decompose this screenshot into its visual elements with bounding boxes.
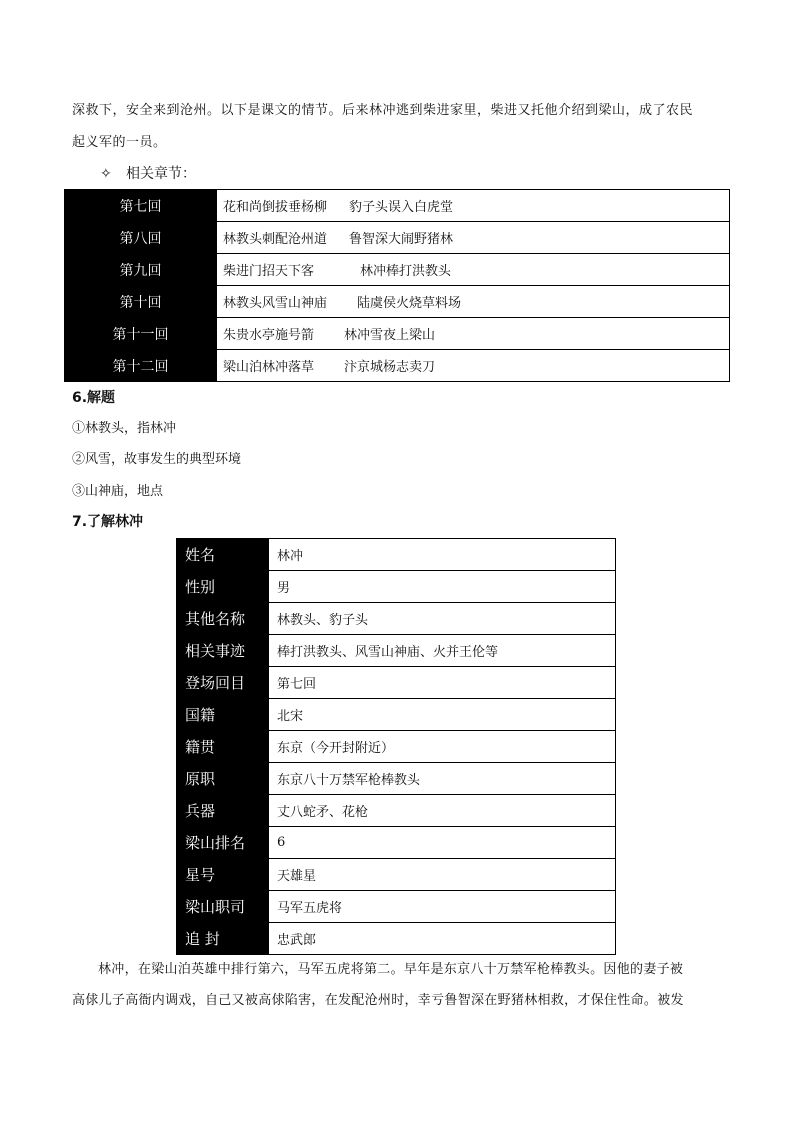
profile-value: 天雄星: [269, 859, 616, 891]
character-profile-table: [176, 538, 616, 955]
profile-key: 相关事迹: [177, 635, 269, 667]
chapter-title-part-a: 林教头风雪山神庙: [223, 296, 328, 311]
chapter-title: [217, 286, 730, 318]
chapter-number: 第七回: [65, 190, 217, 222]
chapter-title-part-a: 朱贵水亭施号箭: [223, 328, 315, 343]
explanation-item-1: ①林教头，指林冲: [72, 421, 177, 436]
chapter-title: [217, 254, 730, 286]
profile-key: 国籍: [177, 699, 269, 731]
table-row: [177, 635, 616, 667]
table-row: [177, 859, 616, 891]
table-row: [177, 731, 616, 763]
table-row: [177, 923, 616, 955]
profile-value: 男: [269, 571, 616, 603]
intro-line-2: 起义军的一员。: [72, 135, 167, 150]
table-row: [65, 254, 730, 286]
chapters-table: [64, 189, 730, 382]
profile-value: 丈八蛇矛、花枪: [269, 795, 616, 827]
profile-key: 兵器: [177, 795, 269, 827]
section-heading-6: 6.解题: [72, 390, 116, 406]
chapter-title-part-a: 花和尚倒拔垂杨柳: [223, 200, 328, 215]
closing-line-1: 林冲，在梁山泊英雄中排行第六，马军五虎将第二。早年是东京八十万禁军枪棒教头。因他的妻子被: [98, 962, 684, 977]
chapter-title: [217, 318, 730, 350]
table-row: [177, 539, 616, 571]
profile-key: 其他名称: [177, 603, 269, 635]
profile-value: 林教头、豹子头: [269, 603, 616, 635]
chapter-title-part-b: 汴京城杨志卖刀: [344, 360, 436, 375]
profile-key: 梁山排名: [177, 827, 269, 859]
profile-value: 东京八十万禁军枪棒教头: [269, 763, 616, 795]
profile-value: 忠武郎: [269, 923, 616, 955]
related-chapters-label-row: [100, 164, 196, 184]
explanation-item-2: ②风雪，故事发生的典型环境: [72, 452, 242, 467]
chapter-number: 第十一回: [65, 318, 217, 350]
chapter-title-part-b: 豹子头误入白虎堂: [349, 200, 454, 215]
profile-value: 北宋: [269, 699, 616, 731]
chapter-number: 第八回: [65, 222, 217, 254]
table-row: [177, 699, 616, 731]
chapter-number: 第十回: [65, 286, 217, 318]
chapter-title-part-b: 林冲棒打洪教头: [360, 264, 452, 279]
chapter-title-part-b: 鲁智深大闹野猪林: [349, 232, 454, 247]
table-row: [177, 667, 616, 699]
table-row: [65, 222, 730, 254]
table-row: [177, 603, 616, 635]
table-row: [177, 891, 616, 923]
chapter-title: [217, 222, 730, 254]
chapter-title-part-a: 柴进门招天下客: [223, 264, 315, 279]
chapter-number: 第十二回: [65, 350, 217, 382]
diamond-star-icon: ✧: [100, 166, 112, 182]
profile-key: 籍贯: [177, 731, 269, 763]
profile-value: 第七回: [269, 667, 616, 699]
table-row: [177, 827, 616, 859]
table-row: [65, 286, 730, 318]
table-row: [65, 190, 730, 222]
section-heading-7: 7.了解林冲: [72, 514, 144, 530]
chapter-title-part-b: 陆虞侯火烧草料场: [357, 296, 462, 311]
related-chapters-label: 相关章节：: [126, 166, 196, 182]
intro-line-1: 深救下，安全来到沧州。以下是课文的情节。后来林冲逃到柴进家里，柴进又托他介绍到梁山，成了农民: [72, 103, 694, 118]
profile-key: 原职: [177, 763, 269, 795]
chapter-title-part-b: 林冲雪夜上梁山: [344, 328, 436, 343]
chapter-title-part-a: 梁山泊林冲落草: [223, 360, 315, 375]
profile-value: 6: [269, 827, 616, 859]
table-row: [177, 795, 616, 827]
profile-key: 性别: [177, 571, 269, 603]
profile-value: 马军五虎将: [269, 891, 616, 923]
chapter-title-part-a: 林教头刺配沧州道: [223, 232, 328, 247]
chapter-number: 第九回: [65, 254, 217, 286]
profile-key: 姓名: [177, 539, 269, 571]
table-row: [177, 763, 616, 795]
table-row: [177, 571, 616, 603]
closing-line-2: 高俅儿子高衙内调戏，自己又被高俅陷害，在发配沧州时，幸亏鲁智深在野猪林相救，才保住性命。被发: [72, 993, 684, 1008]
explanation-item-3: ③山神庙，地点: [72, 484, 164, 499]
table-row: [65, 350, 730, 382]
profile-value: 林冲: [269, 539, 616, 571]
chapter-title: [217, 190, 730, 222]
chapter-title: [217, 350, 730, 382]
profile-key: 梁山职司: [177, 891, 269, 923]
profile-key: 登场回目: [177, 667, 269, 699]
profile-value: 棒打洪教头、风雪山神庙、火并王伦等: [269, 635, 616, 667]
table-row: [65, 318, 730, 350]
profile-key: 星号: [177, 859, 269, 891]
profile-value: 东京（今开封附近）: [269, 731, 616, 763]
profile-key: 追 封: [177, 923, 269, 955]
